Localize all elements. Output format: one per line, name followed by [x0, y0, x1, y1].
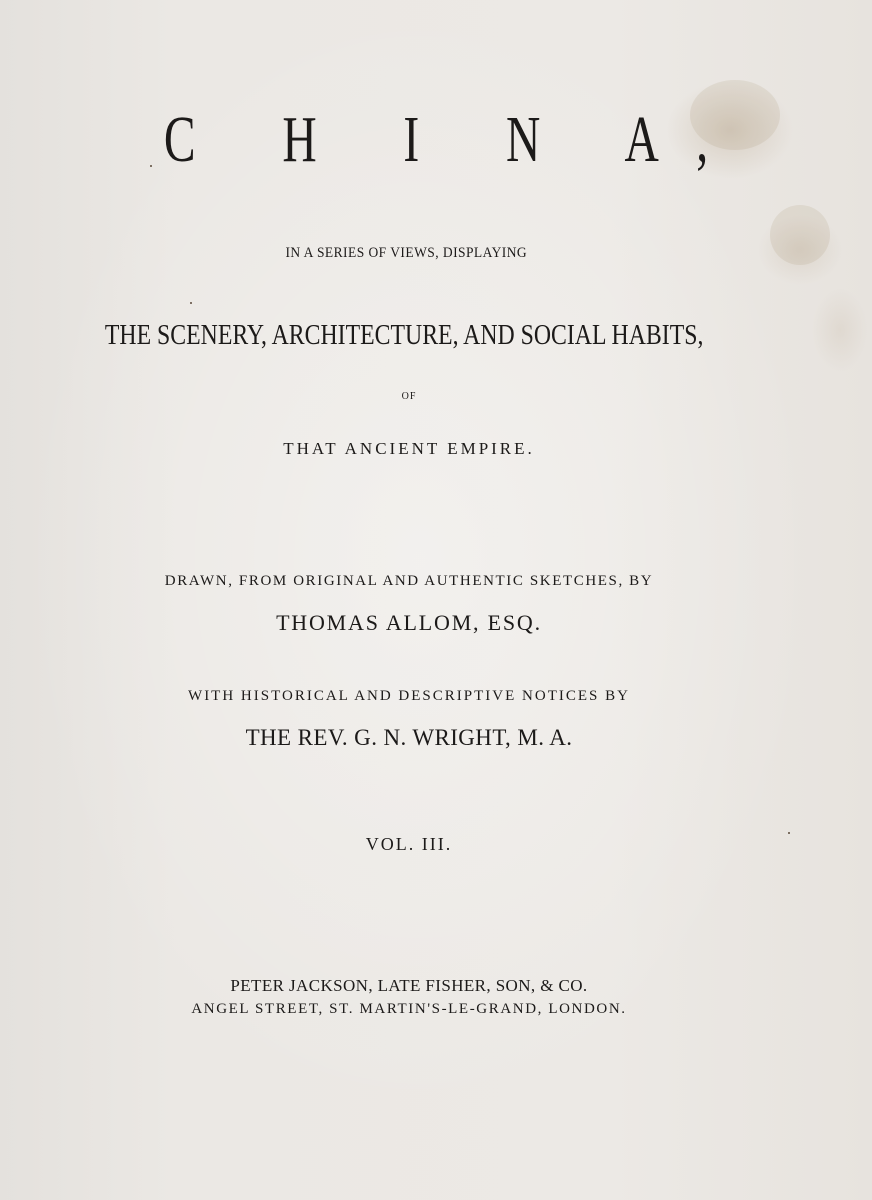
volume-number: VOL. III.	[365, 834, 453, 854]
publisher-address: ANGEL STREET, ST. MARTIN'S-LE-GRAND, LONDON.	[191, 1001, 627, 1017]
subtitle: IN A SERIES OF VIEWS, DISPLAYING	[285, 245, 528, 261]
connector-of: OF	[401, 391, 417, 402]
notices-line: WITH HISTORICAL AND DESCRIPTIVE NOTICES BY	[188, 688, 630, 704]
artist-name: THOMAS ALLOM, ESQ.	[276, 610, 542, 635]
book-title: C H I N A,	[163, 103, 746, 176]
drawn-by-line: DRAWN, FROM ORIGINAL AND AUTHENTIC SKETCHES, BY	[164, 573, 654, 589]
main-heading: THE SCENERY, ARCHITECTURE, AND SOCIAL HABITS,	[104, 319, 704, 351]
publisher: PETER JACKSON, LATE FISHER, SON, & CO.	[230, 976, 588, 995]
writer-name: THE REV. G. N. WRIGHT, M. A.	[245, 725, 573, 750]
paper-speck	[190, 302, 192, 304]
empire-line: THAT ANCIENT EMPIRE.	[283, 439, 535, 458]
